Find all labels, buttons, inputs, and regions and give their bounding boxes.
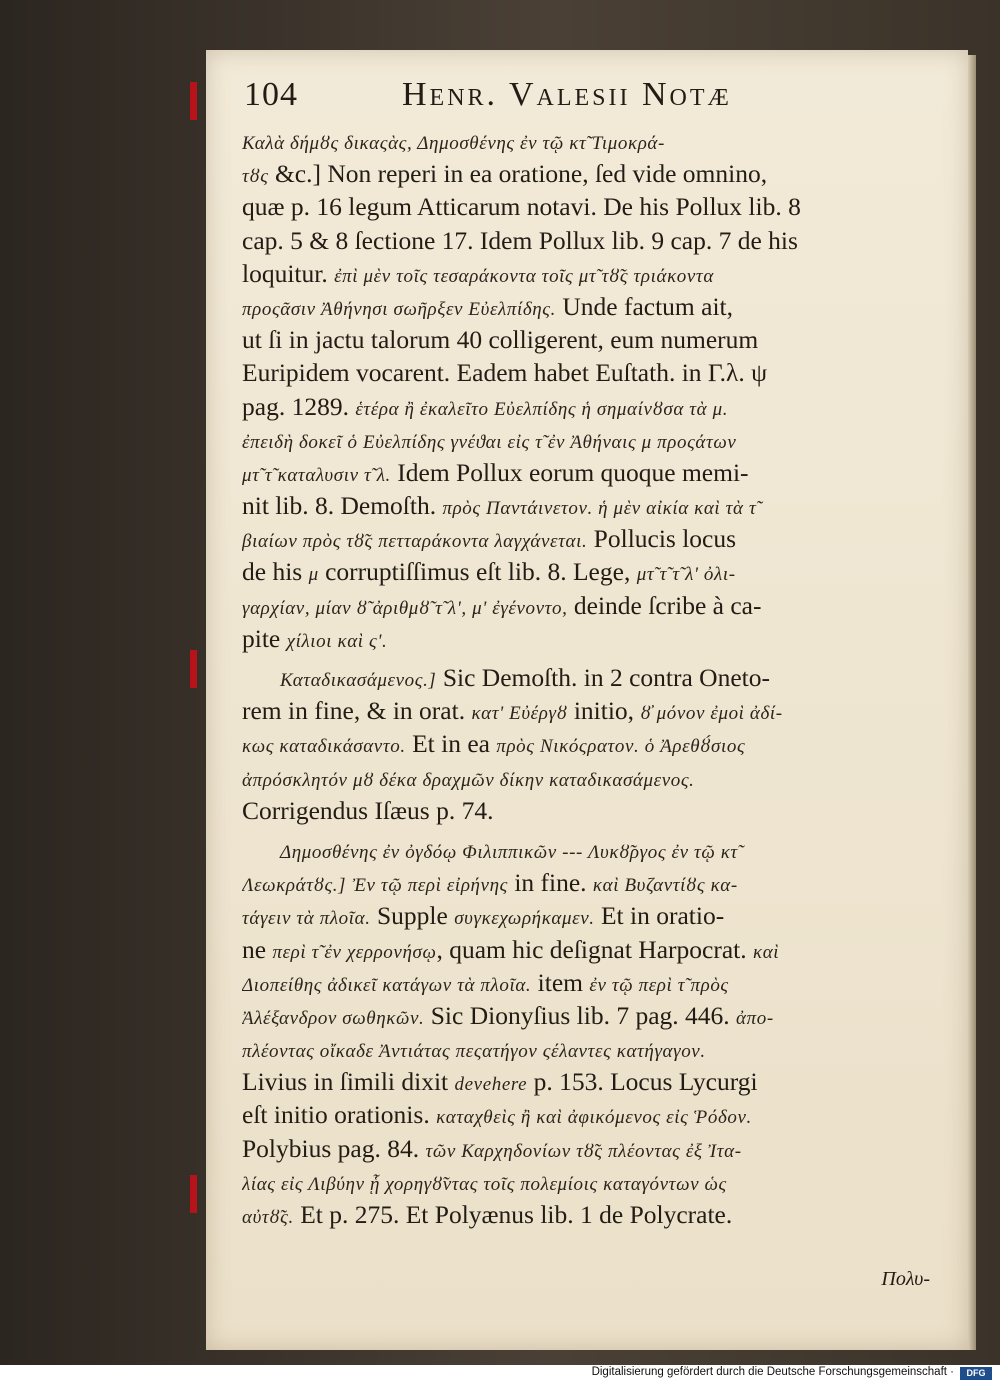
- text-line: [242, 489, 954, 522]
- latin-text: in fine.: [507, 868, 593, 898]
- text-line: [242, 933, 954, 966]
- latin-text: Sic Demoſth. in 2 contra Oneto-: [436, 663, 770, 692]
- greek-text: πρὸς Νικόςρατον. ὁ Ἀρεθȣ́σιος: [496, 736, 746, 758]
- gutter-marker: [190, 1175, 197, 1213]
- text-line: [242, 290, 954, 323]
- text-line: [242, 1165, 954, 1198]
- text-line: [242, 257, 954, 290]
- latin-text: rem in fine, & in orat.: [242, 696, 472, 726]
- text-block: [242, 124, 954, 1231]
- page-header: [244, 76, 944, 126]
- latin-text: p. 153. Locus Lycurgi: [527, 1067, 758, 1097]
- text-line: [242, 866, 954, 899]
- greek-text: χίλιοι καὶ ς'.: [286, 630, 388, 652]
- greek-text: καὶ: [752, 941, 780, 963]
- latin-text: Polybius pag. 84.: [242, 1133, 426, 1163]
- text-line: [242, 661, 954, 694]
- greek-text: καὶ Βυζαντίȣς κα-: [592, 875, 738, 897]
- latin-text: Et in oratio-: [594, 901, 725, 931]
- greek-text: συγκεχωρήκαμεν.: [454, 908, 595, 930]
- latin-text: Corrigendus Iſæus p. 74.: [242, 795, 494, 825]
- page-edge: [968, 55, 976, 1350]
- latin-text: pag. 1289.: [242, 391, 356, 421]
- greek-text: Λεωκράτȣς.]: [242, 875, 347, 897]
- greek-text: πρὸς Παντάινετον. ἡ μὲν αἰκία καὶ τὰ τ̃: [442, 498, 757, 520]
- greek-text: μτ̃ τ̃ καταλυσιν τ̃ λ.: [242, 464, 391, 486]
- text-line: [242, 622, 954, 655]
- dfg-logo: DFG: [960, 1367, 992, 1380]
- text-line: [242, 323, 954, 356]
- running-head: Henr. Valesii Notæ: [402, 76, 732, 113]
- greek-text: προςᾶσιν Ἀθήνησι σωῆρξεν Εὐελπίδης.: [242, 298, 556, 320]
- latin-text: quæ p. 16 legum Atticarum notavi. De his Pollux lib. 8: [242, 192, 801, 222]
- latin-text: ut ſi in jactu talorum 40 colligerent, eum numerum: [242, 325, 759, 355]
- greek-text: τῶν Καρχηδονίων τȣ̃ς πλέοντας ἐξ Ἰτα-: [425, 1140, 742, 1162]
- latin-text: cap. 5 & 8 ſectione 17. Idem Pollux lib. 9 cap. 7 de his: [242, 225, 798, 255]
- greek-text: ἀπρόσκλητόν μȣ δέκα δραχμῶν δίκην καταδικασάμενος.: [242, 769, 695, 791]
- latin-text: , quam hic deſignat Harpocrat.: [436, 934, 753, 964]
- latin-text: Idem Pollux eorum quoque memi-: [390, 457, 749, 487]
- footer-bar: [0, 1365, 1000, 1383]
- latin-text: Sic Dionyſius lib. 7 pag. 446.: [424, 1000, 737, 1030]
- catchword: Πολυ-: [881, 1268, 930, 1290]
- latin-text: eſt initio orationis.: [242, 1100, 437, 1130]
- greek-text: ἐν τῷ περὶ τ̃ πρὸς: [589, 974, 729, 996]
- text-line: [242, 999, 954, 1032]
- latin-text: nit lib. 8. Demoſth.: [242, 491, 443, 521]
- text-line: [242, 1098, 954, 1131]
- gutter-marker: [190, 650, 197, 688]
- latin-text: Supple: [370, 901, 455, 931]
- greek-text: κατ' Εὐέργȣ: [471, 703, 568, 725]
- greek-text: βιαίων πρὸς τȣ̃ς πετταράκοντα λαγχάνεται.: [242, 531, 588, 553]
- text-line: [242, 794, 954, 827]
- text-line: [242, 694, 954, 727]
- greek-text: καταχθεὶς ἢ καὶ ἀφικόμενος εἰς Ῥόδον.: [436, 1107, 752, 1129]
- text-line: [242, 124, 954, 157]
- latin-text: Et p. 275. Et Polyænus lib. 1 de Polycrate.: [293, 1200, 733, 1229]
- greek-text: περὶ τ̃ ἐν χερρονήσῳ: [272, 941, 437, 963]
- latin-text: ne: [242, 934, 273, 964]
- text-line: [242, 1132, 954, 1165]
- latin-text: loquitur.: [242, 258, 335, 288]
- gutter-marker: [190, 82, 197, 120]
- greek-text: ȣ̓ μόνον ἐμοὶ ἀδί-: [640, 703, 783, 725]
- greek-text: τȣς: [242, 166, 269, 188]
- text-line: [242, 390, 954, 423]
- text-line: [242, 157, 954, 190]
- latin-text: Pollucis locus: [587, 524, 737, 554]
- text-line: [242, 423, 954, 456]
- latin-text: item: [531, 967, 590, 997]
- greek-text: Δημοσθένης ἐν ὀγδόῳ Φιλιππικῶν --- Λυκȣ̃ργος ἐν τῷ κτ̃: [280, 841, 738, 863]
- text-line: [242, 899, 954, 932]
- text-line: [242, 555, 954, 588]
- greek-text: devehere: [454, 1074, 528, 1096]
- greek-text: Ἀλέξανδρον σωθηκῶν.: [242, 1007, 425, 1029]
- text-line: [242, 761, 954, 794]
- text-line: [242, 966, 954, 999]
- greek-text: ἑτέρα ἢ ἐκαλεῖτο Εὐελπίδης ἡ σημαίνȣσα τὰ μ.: [355, 398, 729, 420]
- text-line: [242, 589, 954, 622]
- latin-text: Et in ea: [405, 729, 497, 759]
- latin-text: Unde factum ait,: [555, 291, 734, 321]
- text-line: [242, 456, 954, 489]
- greek-text: μ: [308, 564, 319, 586]
- greek-text: κως καταδικάσαντο.: [242, 736, 406, 758]
- greek-text: γαρχίαν, μίαν ȣ̃ ἀριθμȣ̃ τ̃ λ', μ' ἐγένοντο,: [242, 597, 568, 619]
- greek-text: τάγειν τὰ πλοῖα.: [242, 908, 371, 930]
- book-page: [206, 50, 968, 1350]
- greek-text: μτ̃ τ̃ τ̃ λ' ὀλι-: [636, 564, 736, 586]
- greek-text: Ἐν τῷ περὶ εἰρήνης: [352, 875, 508, 897]
- text-line: [242, 1032, 954, 1065]
- greek-text: Καταδικασάμενος.]: [280, 670, 437, 691]
- latin-text: Livius in ſimili dixit: [242, 1067, 455, 1097]
- latin-text: initio,: [567, 696, 641, 726]
- latin-text: pite: [242, 623, 287, 653]
- greek-text: πλέοντας οἴκαδε Ἀντιάτας πεςατήγον ςέλαντες κατήγαγον.: [242, 1041, 706, 1063]
- text-line: [242, 833, 954, 866]
- page-number: 104: [244, 76, 298, 113]
- greek-text: ἐπὶ μὲν τοῖς τεσαράκοντα τοῖς μτ̃ τȣ̃ς τριάκοντα: [334, 265, 714, 287]
- text-line: [242, 224, 954, 257]
- text-line: [242, 1065, 954, 1098]
- latin-text: deinde ſcribe à ca-: [567, 590, 762, 620]
- greek-text: Καλὰ δήμȣς δικαςὰς, Δημοσθένης ἐν τῷ κτ̃ Τιμοκρά-: [242, 133, 665, 154]
- text-line: [242, 1198, 954, 1231]
- text-line: [242, 522, 954, 555]
- text-line: [242, 190, 954, 223]
- greek-text: αὐτȣ̃ς.: [242, 1207, 294, 1228]
- latin-text: de his: [242, 557, 309, 587]
- latin-text: Euripidem vocarent. Eadem habet Euſtath. in Γ.λ. ψ: [242, 358, 768, 388]
- greek-text: ἀπο-: [736, 1007, 774, 1029]
- greek-text: ἐπειδὴ δοκεῖ ὁ Εὐελπίδης γνέϑαι εἰς τ̃ ἐν Ἀθήναις μ προςάτων: [242, 431, 737, 453]
- funding-credit: Digitalisierung gefördert durch die Deutsche Forschungsgemeinschaft ·: [591, 1366, 954, 1378]
- greek-text: Διοπείθης ἀδικεῖ κατάγων τὰ πλοῖα.: [242, 974, 532, 996]
- greek-text: λίας εἰς Λιβύην ᾗ χορηγȣ̃ντας τοῖς πολεμίοις καταγόντων ὡς: [242, 1173, 727, 1195]
- latin-text: corruptiſſimus eſt lib. 8. Lege,: [318, 557, 637, 587]
- text-line: [242, 356, 954, 389]
- text-line: [242, 727, 954, 760]
- latin-text: &c.] Non reperi in ea oratione, ſed vide omnino,: [268, 159, 768, 189]
